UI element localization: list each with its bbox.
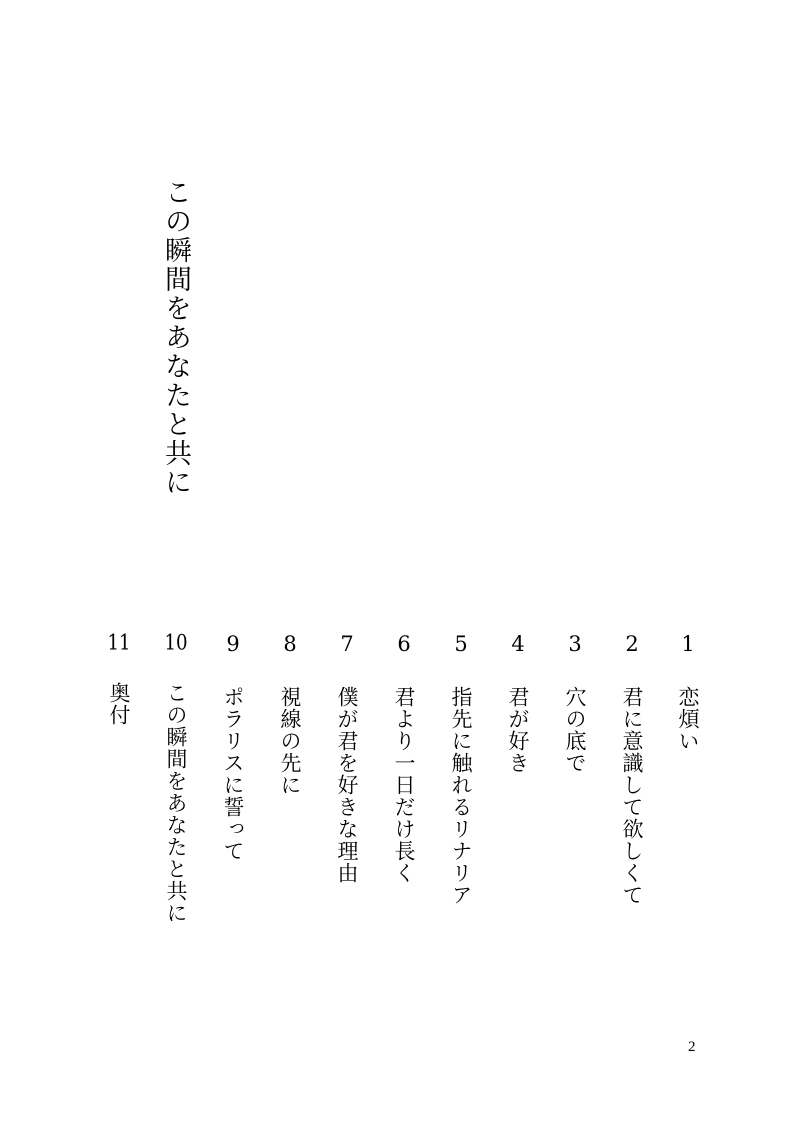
toc-title: 君に意識して欲しくて [620, 686, 644, 906]
toc-number: 5 [449, 632, 473, 657]
toc-number: 1 [676, 632, 700, 657]
toc-number: 10 [164, 632, 188, 653]
toc-number: 3 [563, 632, 587, 657]
toc-item-7[interactable] [336, 632, 357, 884]
toc-item-2[interactable] [621, 632, 642, 906]
toc-number: 8 [278, 632, 302, 657]
toc-title: 奥付 [107, 682, 131, 726]
book-title: この瞬間をあなたと共に [160, 178, 191, 497]
toc-title: 視線の先に [278, 686, 302, 796]
toc-item-9[interactable] [222, 632, 243, 862]
toc-number: 2 [620, 632, 644, 657]
toc-title: 穴の底で [563, 686, 587, 774]
toc-title: ポラリスに誓って [221, 686, 245, 862]
toc-number: 11 [107, 632, 131, 653]
toc-title: 恋煩い [676, 686, 700, 752]
toc-item-10[interactable] [165, 632, 186, 924]
page-number: 2 [688, 1039, 696, 1055]
toc-item-6[interactable] [393, 632, 414, 884]
toc-item-4[interactable] [507, 632, 528, 774]
toc-item-1[interactable] [677, 632, 698, 752]
toc-item-3[interactable] [564, 632, 585, 774]
toc-item-8[interactable] [279, 632, 300, 796]
toc-item-5[interactable] [450, 632, 471, 906]
toc-number: 7 [335, 632, 359, 657]
toc-title: 君が好き [506, 686, 530, 774]
toc-item-11[interactable] [108, 632, 129, 726]
toc-title: 僕が君を好きな理由 [335, 686, 359, 884]
toc-number: 4 [506, 632, 530, 657]
toc-title: この瞬間をあなたと共に [164, 682, 188, 924]
toc-title: 指先に触れるリナリア [449, 686, 473, 906]
toc-number: 6 [392, 632, 416, 657]
toc-number: 9 [221, 632, 245, 657]
toc-title: 君より一日だけ長く [392, 686, 416, 884]
